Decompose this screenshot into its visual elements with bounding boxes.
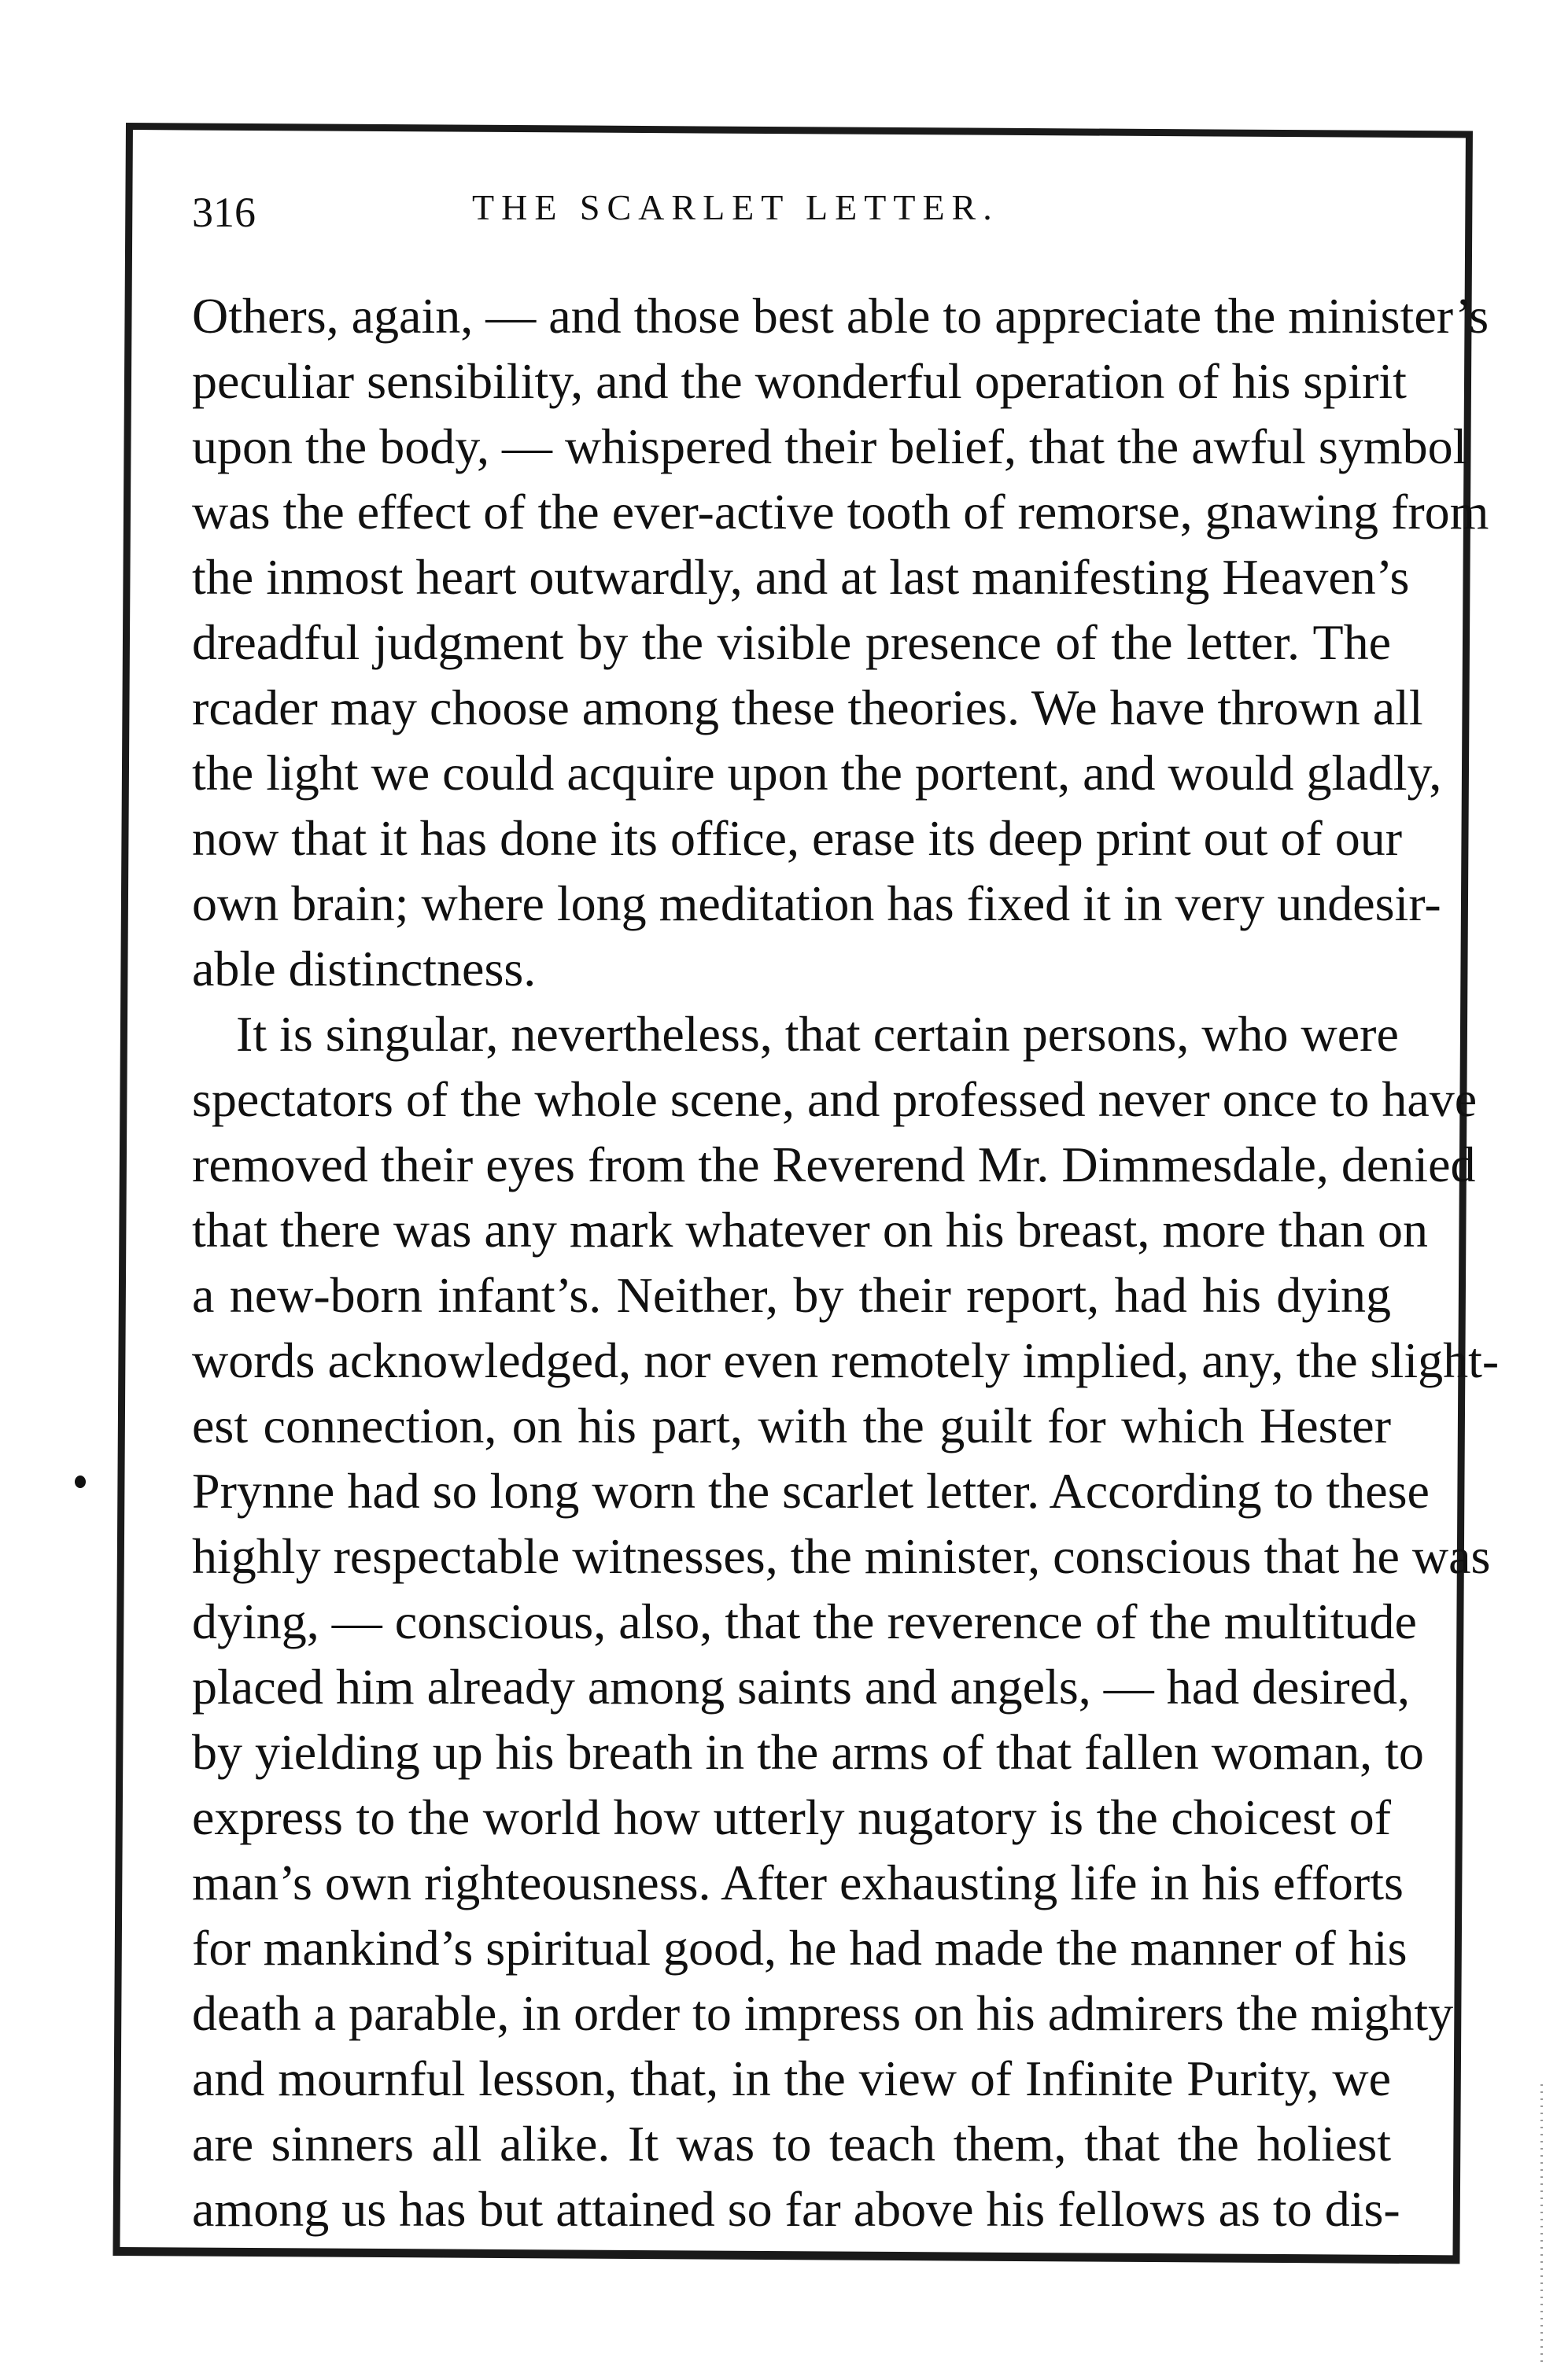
- text-line: removed their eyes from the Reverend Mr. Dimmesdale, denied: [192, 1137, 1476, 1192]
- scan-edge-noise: [1540, 2084, 1543, 2367]
- paragraph-2: [192, 1001, 1500, 2242]
- text-line: able distinctness.: [192, 941, 537, 997]
- text-line: Others, again, — and those best able to appreciate the minister’s: [192, 288, 1489, 344]
- text-line: the light we could acquire upon the portent, and would gladly,: [192, 745, 1442, 801]
- text-line: dreadful judgment by the visible presence of the letter. The: [192, 614, 1391, 670]
- text-line: among us has but attained so far above his fellows as to dis-: [192, 2181, 1400, 2237]
- text-line: It is singular, nevertheless, that certain persons, who were: [236, 1006, 1399, 1062]
- margin-dot-mark: [75, 1476, 86, 1488]
- text-line: upon the body, — whispered their belief, that the awful symbol: [192, 418, 1467, 474]
- text-line: that there was any mark whatever on his breast, more than on: [192, 1202, 1429, 1258]
- text-line: est connection, on his part, with the guilt for which Hester: [192, 1398, 1391, 1453]
- text-line: highly respectable witnesses, the minister, conscious that he was: [192, 1528, 1491, 1584]
- text-line: words acknowledged, nor even remotely implied, any, the slight-: [192, 1332, 1500, 1388]
- text-line: for mankind’s spiritual good, he had made the manner of his: [192, 1920, 1408, 1976]
- text-line: own brain; where long meditation has fixed it in very undesir-: [192, 875, 1441, 931]
- text-line: spectators of the whole scene, and professed never once to have: [192, 1071, 1478, 1127]
- paragraph-1: [192, 283, 1489, 1001]
- text-line: placed him already among saints and angels, — had desired,: [192, 1659, 1410, 1715]
- text-line: death a parable, in order to impress on his admirers the mighty: [192, 1985, 1454, 2041]
- text-line: are sinners all alike. It was to teach them, that the holiest: [192, 2116, 1391, 2172]
- running-title: THE SCARLET LETTER.: [472, 187, 999, 227]
- text-line: the inmost heart outwardly, and at last manifesting Heaven’s: [192, 549, 1410, 605]
- text-line: by yielding up his breath in the arms of that fallen woman, to: [192, 1724, 1424, 1780]
- text-line: now that it has done its office, erase its deep print out of our: [192, 810, 1402, 866]
- text-line: peculiar sensibility, and the wonderful operation of his spirit: [192, 353, 1407, 409]
- text-line: dying, — conscious, also, that the reverence of the multitude: [192, 1593, 1417, 1649]
- text-line: rcader may choose among these theories. We have thrown all: [192, 680, 1423, 735]
- page-number: 316: [192, 189, 256, 236]
- text-line: Prynne had so long worn the scarlet letter. According to these: [192, 1463, 1430, 1519]
- text-line: man’s own righteousness. After exhausting life in his efforts: [192, 1855, 1404, 1910]
- text-line: express to the world how utterly nugatory is the choicest of: [192, 1789, 1391, 1845]
- text-line: a new-born infant’s. Neither, by their report, had his dying: [192, 1267, 1391, 1323]
- text-line: and mournful lesson, that, in the view of Infinite Purity, we: [192, 2050, 1391, 2106]
- text-line: was the effect of the ever-active tooth of remorse, gnawing from: [192, 484, 1489, 540]
- running-head: [192, 178, 1391, 241]
- body-text: [192, 283, 1500, 2242]
